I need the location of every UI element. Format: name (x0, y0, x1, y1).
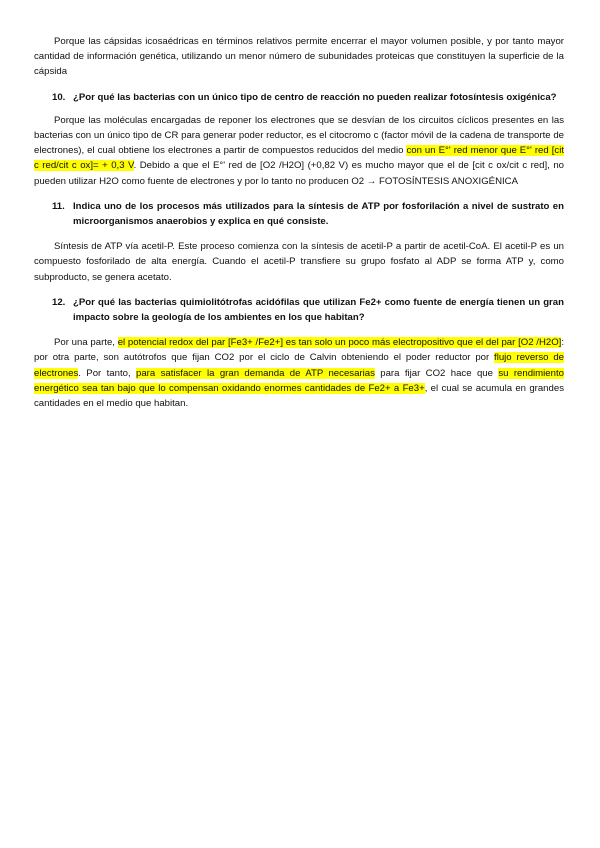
question-text: ¿Por qué las bacterias quimiolitótrofas acidófilas que utilizan Fe2+ como fuente de energía tienen un gran impacto sobre la geología de los ambientes en los que habitan? (73, 296, 564, 324)
question-number: 12. (52, 296, 66, 308)
question-number: 10. (52, 91, 66, 103)
answer-10-paragraph (34, 113, 564, 189)
answer-12-text-5: , el cual se acumula en grandes cantidades en el medio que habitan. (34, 382, 564, 410)
answer-11-paragraph: Síntesis de ATP vía acetil-P. Este proceso comienza con la síntesis de acetil-P a partir de acetil-CoA. El acetil-P es un compuesto fosforilado de alta energía. Cuando el acetil-P transfiere su grupo fosfato al ADP se forma ATP y, como subproducto, se genera acetato. (34, 241, 564, 283)
question-12 (34, 295, 564, 325)
answer-12-text-3: . Por tanto, (78, 367, 136, 379)
answer-12-text-1: Por una parte, (54, 337, 118, 349)
answer-9-paragraph: Porque las cápsidas icosaédricas en términos relativos permite encerrar el mayor volumen posible, y por tanto mayor cantidad de información genética, utilizando un menor número de subunidades proteicas que constituyen la superficie de la cápsida (34, 36, 564, 78)
answer-10-text-1: Porque las moléculas encargadas de reponer los electrones que se desvían de los circuitos cíclicos presentes en las bacterias con un único tipo de CR para generar poder reductor, es el citocromo c (factor móvil de la cadena de transporte de electrones), el cual obtiene los electrones a partir de compuestos reducidos del medio (34, 114, 564, 157)
question-text: ¿Por qué las bacterias con un único tipo de centro de reacción no pueden realizar fotosíntesis oxigénica? (73, 91, 557, 103)
document-page (34, 34, 564, 411)
answer-10-text-2: . Debido a que el E°' red de [O2 /H2O] (+0,82 V) es mucho mayor que el de [cit c ox/cit c red], no pueden utilizar H2O como fuente de electrones y por lo tanto no producen O2 → FOTOSÍNTESIS ANOXIGÉNICA (34, 160, 564, 187)
question-11 (34, 199, 564, 229)
answer-10-highlight: con un E°' red menor que E°' red [cit c red/cit c ox]= + 0,3 V (34, 145, 564, 172)
answer-12-highlight-1: el potencial redox del par [Fe3+ /Fe2+] es tan solo un poco más electropositivo que el del par [O2 /H2O] (117, 337, 562, 349)
answer-12-text-4: para fijar CO2 hace que (374, 367, 499, 379)
question-10 (34, 90, 564, 105)
answer-12-text-2: : por otra parte, son autótrofos que fijan CO2 por el ciclo de Calvin obteniendo el poder reductor por (34, 337, 565, 364)
question-text: Indica uno de los procesos más utilizados para la síntesis de ATP por fosforilación a nivel de sustrato en microorganismos anaerobios y explica en qué consiste. (73, 200, 564, 228)
answer-12-highlight-2: flujo reverso de electrones (34, 352, 565, 379)
answer-12-highlight-3: para satisfacer la gran demanda de ATP necesarias (136, 367, 375, 379)
question-number: 11. (52, 200, 65, 212)
answer-12-highlight-4: su rendimiento energético sea tan bajo que lo compensan oxidando enormes cantidades de Fe2+ a Fe3+ (34, 367, 564, 394)
answer-12-paragraph (34, 335, 564, 411)
